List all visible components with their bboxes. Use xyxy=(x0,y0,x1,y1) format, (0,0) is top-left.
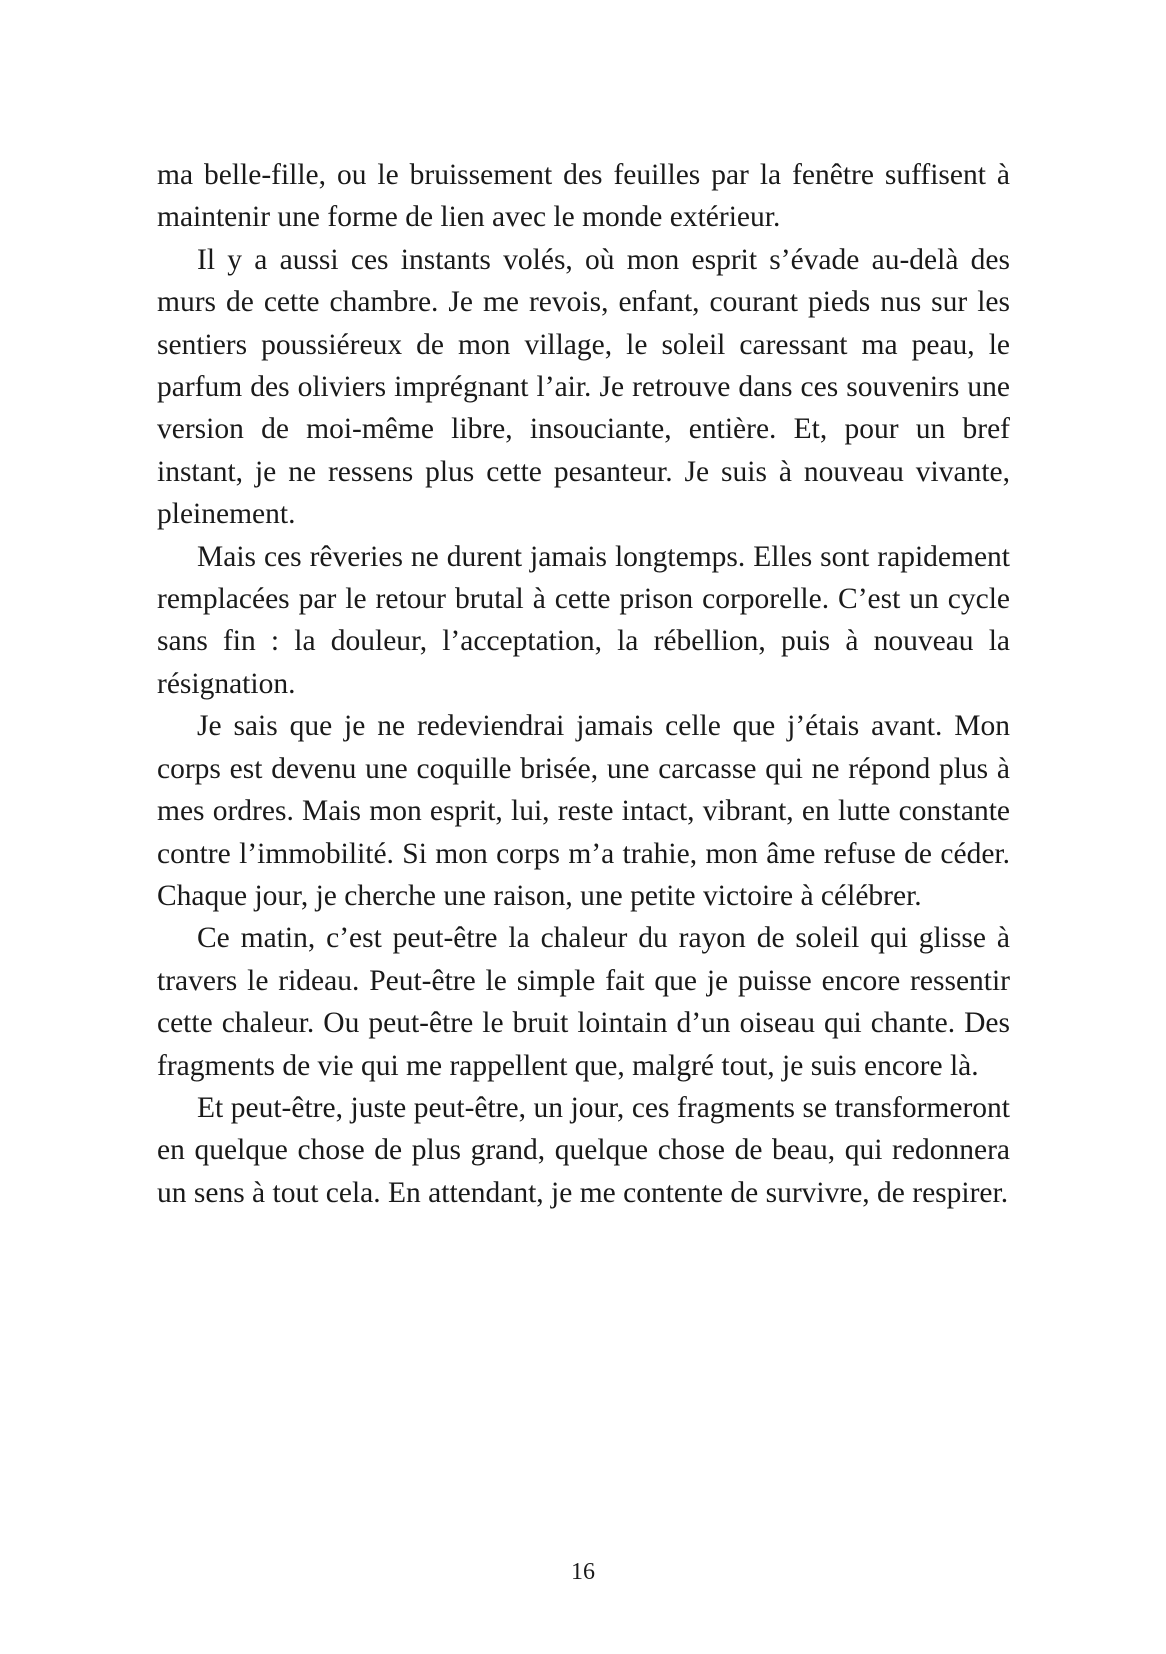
paragraph: Mais ces rêveries ne durent jamais longtemps. Elles sont rapidement remplacées par le retour brutal à cette prison corporelle. C’est un cycle sans fin : la douleur, l’acceptation, la rébellion, puis à nouveau la résignation. xyxy=(157,540,1010,700)
paragraph: Je sais que je ne redeviendrai jamais celle que j’étais avant. Mon corps est devenu une coquille brisée, une carcasse qui ne répond plus à mes ordres. Mais mon esprit, lui, reste intact, vibrant, en lutte constante contre l’immobilité. Si mon corps m’a trahie, mon âme refuse de céder. Chaque jour, je cherche une raison, une petite victoire à célébrer. xyxy=(157,710,1010,912)
paragraph: Et peut-être, juste peut-être, un jour, ces fragments se transformeront en quelque chose de plus grand, quelque chose de beau, qui redonnera un sens à tout cela. En attendant, je me contente de survivre, de respirer. xyxy=(157,1091,1010,1209)
paragraph: Ce matin, c’est peut-être la chaleur du rayon de soleil qui glisse à travers le rideau. Peut-être le simple fait que je puisse encore ressentir cette chaleur. Ou peut-être le bruit lointain d’un oiseau qui chante. Des fragments de vie qui me rappellent que, malgré tout, je suis encore là. xyxy=(157,922,1010,1082)
body-text xyxy=(157,154,1010,1214)
paragraph: Il y a aussi ces instants volés, où mon esprit s’évade au-delà des murs de cette chambre. Je me revois, enfant, courant pieds nus sur les sentiers poussiéreux de mon village, le soleil caressant ma peau, le parfum des oliviers imprégnant l’air. Je retrouve dans ces souvenirs une version de moi-même libre, insouciante, entière. Et, pour un bref instant, je ne ressens plus cette pesanteur. Je suis à nouveau vivante, pleinement. xyxy=(157,243,1010,531)
page-number: 16 xyxy=(571,1559,595,1585)
paragraph-continued: ma belle-fille, ou le bruissement des feuilles par la fenêtre suffisent à maintenir une forme de lien avec le monde extérieur. xyxy=(157,159,1010,234)
